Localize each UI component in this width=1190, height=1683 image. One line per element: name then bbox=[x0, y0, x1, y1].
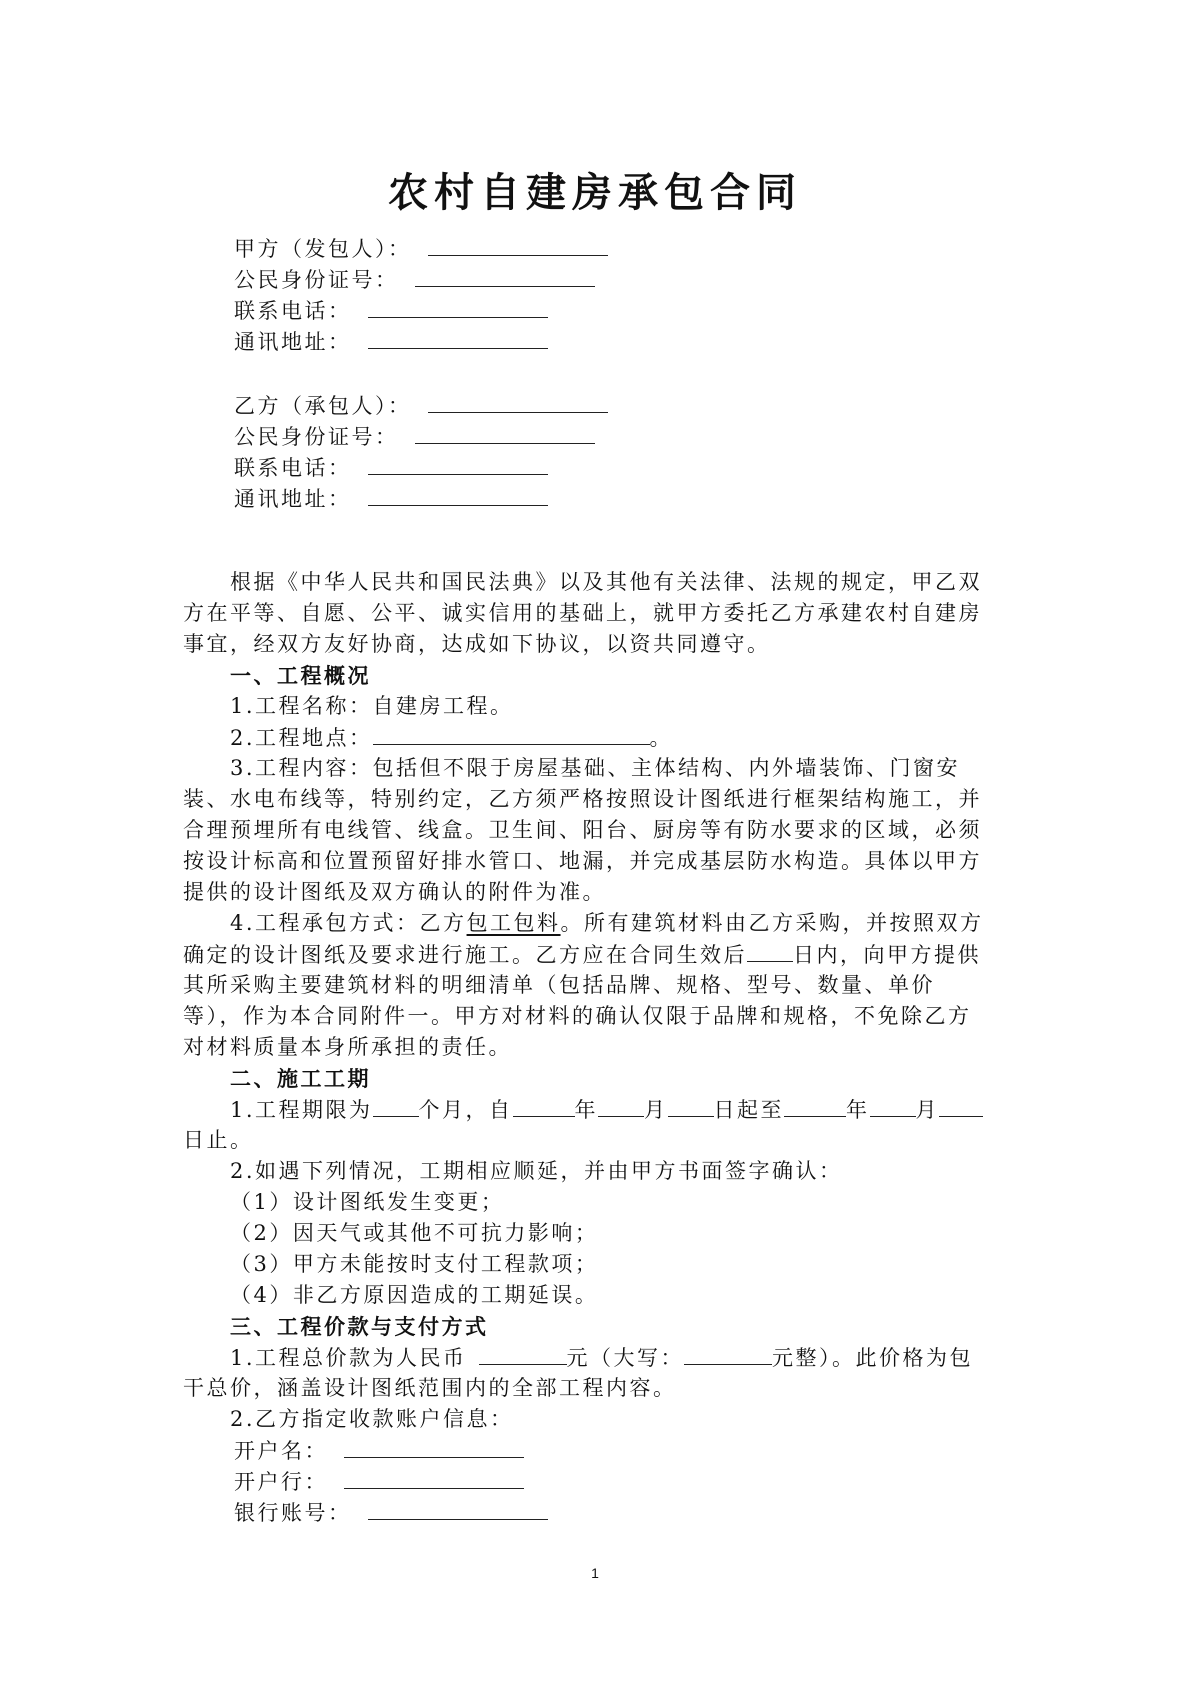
extension-case: （4）非乙方原因造成的工期延误。 bbox=[230, 1283, 599, 1307]
party-a-id-blank[interactable] bbox=[415, 264, 595, 287]
party-b-address-blank[interactable] bbox=[368, 483, 548, 506]
project-content-line: 装、水电布线等，特别约定，乙方须严格按照设计图纸进行框架结构施工，并 bbox=[183, 787, 982, 811]
section-heading: 三、工程价款与支付方式 bbox=[230, 1314, 489, 1339]
party-b-id-blank[interactable] bbox=[415, 421, 595, 444]
project-location-line bbox=[230, 722, 673, 754]
extension-intro: 2.如遇下列情况，工期相应顺延，并由甲方书面签字确认： bbox=[230, 1159, 843, 1183]
schedule-text: 年 bbox=[574, 1098, 599, 1122]
party-a-header: 甲方（发包人）： bbox=[234, 237, 412, 261]
days-blank[interactable] bbox=[747, 939, 793, 962]
months-blank[interactable] bbox=[373, 1094, 419, 1117]
price-line bbox=[230, 1342, 973, 1374]
preamble-line: 方在平等、自愿、公平、诚实信用的基础上，就甲方委托乙方承建农村自建房 bbox=[183, 601, 982, 625]
party-a-id-label: 公民身份证号： bbox=[234, 268, 399, 292]
schedule-text: 1.工程期限为 bbox=[230, 1098, 373, 1122]
party-a-name-blank[interactable] bbox=[428, 233, 608, 256]
schedule-text: 日起至 bbox=[713, 1098, 785, 1122]
project-content-line: 按设计标高和位置预留好排水管口、地漏，并完成基层防水构造。具体以甲方 bbox=[183, 849, 982, 873]
schedule-text: 月 bbox=[915, 1098, 940, 1122]
price-uppercase-blank[interactable] bbox=[684, 1342, 772, 1365]
party-a-phone-blank[interactable] bbox=[368, 295, 548, 318]
account-number-line bbox=[234, 1497, 548, 1529]
start-day-blank[interactable] bbox=[668, 1094, 714, 1117]
end-year-blank[interactable] bbox=[784, 1094, 846, 1117]
preamble-line: 根据《中华人民共和国民法典》以及其他有关法律、法规的规定，甲乙双 bbox=[230, 570, 982, 594]
schedule-text: 年 bbox=[846, 1098, 870, 1122]
contract-method-text: 确定的设计图纸及要求进行施工。乙方应在合同生效后 bbox=[183, 943, 747, 967]
end-day-blank[interactable] bbox=[939, 1094, 983, 1117]
contract-method-label: 4.工程承包方式：乙方 bbox=[230, 911, 467, 935]
bank-label: 开户行： bbox=[234, 1470, 328, 1494]
party-a-address-line bbox=[234, 326, 548, 358]
price-amount-blank[interactable] bbox=[479, 1342, 567, 1365]
party-b-address-label: 通讯地址： bbox=[234, 487, 352, 511]
document-title: 农村自建房承包合同 bbox=[388, 169, 802, 216]
party-b-id-label: 公民身份证号： bbox=[234, 425, 399, 449]
extension-case: （2）因天气或其他不可抗力影响； bbox=[230, 1221, 599, 1245]
project-location-blank[interactable] bbox=[373, 722, 650, 745]
contract-method-line: 对材料质量本身所承担的责任。 bbox=[183, 1035, 512, 1059]
party-b-name-blank[interactable] bbox=[428, 390, 608, 413]
party-a-address-label: 通讯地址： bbox=[234, 330, 352, 354]
price-line: 干总价，涵盖设计图纸范围内的全部工程内容。 bbox=[183, 1376, 677, 1400]
party-b-header-line bbox=[234, 390, 608, 422]
project-name-item: 1.工程名称：自建房工程。 bbox=[230, 694, 514, 718]
price-text: 1.工程总价款为人民币 bbox=[230, 1346, 467, 1370]
end-month-blank[interactable] bbox=[870, 1094, 916, 1117]
project-content-line: 合理预埋所有电线管、线盒。卫生间、阳台、厨房等有防水要求的区域，必须 bbox=[183, 818, 982, 842]
party-b-address-line bbox=[234, 483, 548, 515]
page-number: 1 bbox=[591, 1565, 599, 1581]
contract-method-text: 日内，向甲方提供 bbox=[793, 943, 981, 967]
start-year-blank[interactable] bbox=[513, 1094, 575, 1117]
section-heading: 一、工程概况 bbox=[230, 663, 371, 688]
schedule-text: 个月，自 bbox=[418, 1098, 513, 1122]
contract-method-line: 其所采购主要建筑材料的明细清单（包括品牌、规格、型号、数量、单价 bbox=[183, 973, 935, 997]
extension-case: （3）甲方未能按时支付工程款项； bbox=[230, 1252, 599, 1276]
project-content-line: 提供的设计图纸及双方确认的附件为准。 bbox=[183, 880, 606, 904]
start-month-blank[interactable] bbox=[598, 1094, 644, 1117]
schedule-line bbox=[230, 1094, 983, 1126]
schedule-text: 月 bbox=[644, 1098, 668, 1122]
project-content-line: 3.工程内容：包括但不限于房屋基础、主体结构、内外墙装饰、门窗安 bbox=[230, 756, 961, 780]
price-text: 元整）。此价格为包 bbox=[772, 1346, 974, 1370]
project-location-label: 2.工程地点： bbox=[230, 726, 373, 750]
contract-method-line bbox=[230, 908, 984, 939]
account-number-label: 银行账号： bbox=[234, 1501, 352, 1525]
party-a-id-line bbox=[234, 264, 595, 296]
party-a-header-line bbox=[234, 233, 608, 265]
account-name-line bbox=[234, 1435, 524, 1467]
party-b-id-line bbox=[234, 421, 595, 453]
bank-line bbox=[234, 1466, 524, 1498]
account-name-label: 开户名： bbox=[234, 1439, 328, 1463]
party-b-phone-line bbox=[234, 452, 548, 484]
preamble-line: 事宜，经双方友好协商，达成如下协议，以资共同遵守。 bbox=[183, 632, 771, 656]
contract-method-line bbox=[183, 939, 981, 971]
party-a-phone-label: 联系电话： bbox=[234, 299, 352, 323]
account-intro: 2.乙方指定收款账户信息： bbox=[230, 1407, 514, 1431]
party-b-phone-blank[interactable] bbox=[368, 452, 548, 475]
extension-case: （1）设计图纸发生变更； bbox=[230, 1190, 505, 1214]
section-heading: 二、施工工期 bbox=[230, 1066, 371, 1091]
contract-method-underlined: 包工包料 bbox=[466, 911, 561, 935]
account-number-blank[interactable] bbox=[368, 1497, 548, 1520]
party-a-phone-line bbox=[234, 295, 548, 327]
account-name-blank[interactable] bbox=[344, 1435, 524, 1458]
schedule-line: 日止。 bbox=[183, 1128, 254, 1152]
party-b-header: 乙方（承包人）： bbox=[234, 394, 412, 418]
contract-method-text: 。所有建筑材料由乙方采购，并按照双方 bbox=[560, 911, 984, 935]
party-b-phone-label: 联系电话： bbox=[234, 456, 352, 480]
contract-method-line: 等），作为本合同附件一。甲方对材料的确认仅限于品牌和规格，不免除乙方 bbox=[183, 1004, 972, 1028]
price-text: 元（大写： bbox=[566, 1346, 685, 1370]
bank-blank[interactable] bbox=[344, 1466, 524, 1489]
party-a-address-blank[interactable] bbox=[368, 326, 548, 349]
project-location-end: 。 bbox=[649, 726, 674, 750]
